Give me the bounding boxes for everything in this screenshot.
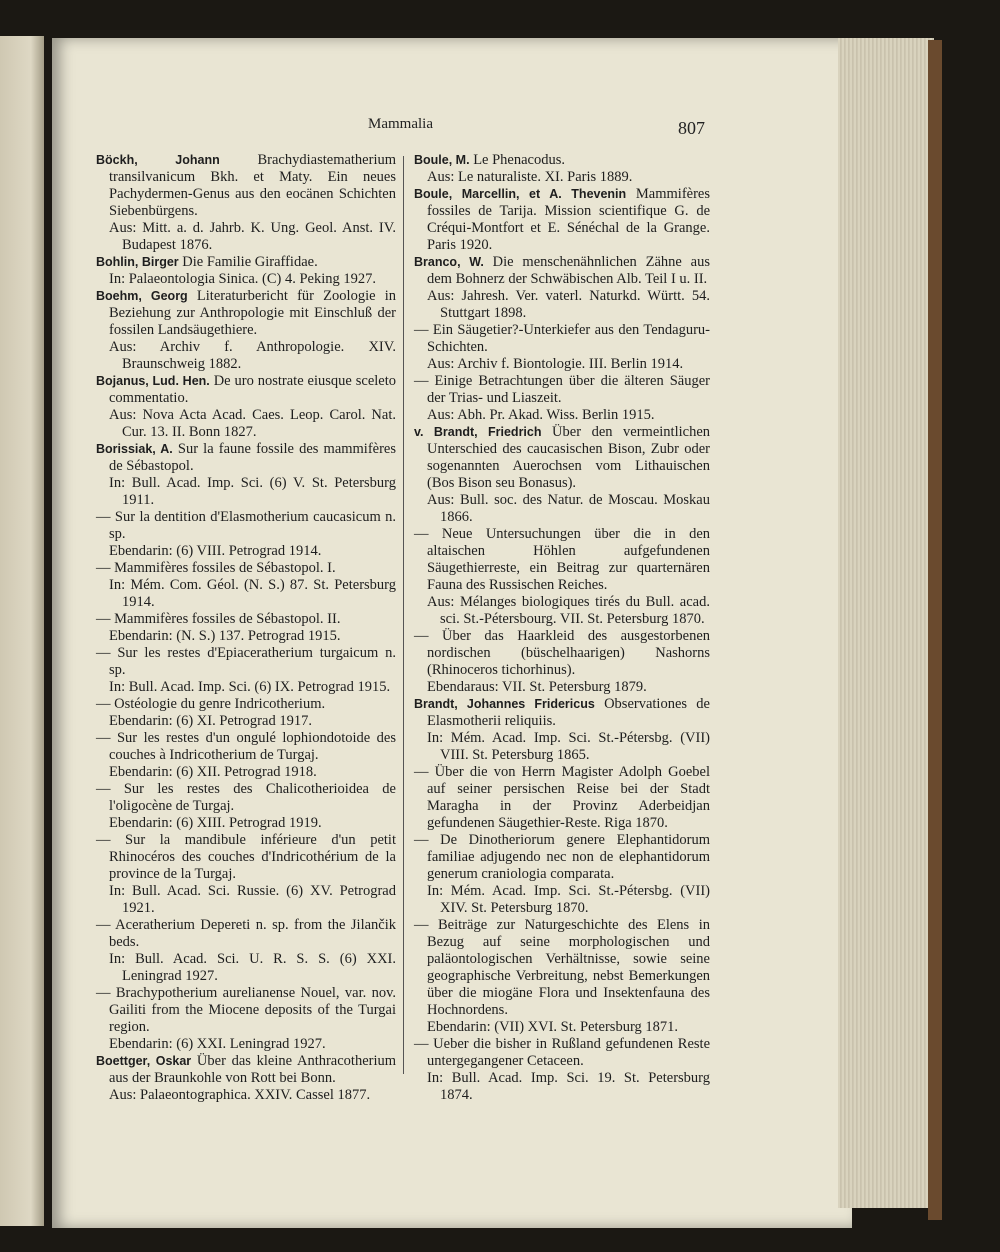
page-number: 807 xyxy=(678,118,705,138)
entry-source: In: Bull. Acad. Imp. Sci. (6) V. St. Petersburg 1911. xyxy=(109,475,396,508)
bibliography-entry xyxy=(96,373,396,441)
entry-author: — xyxy=(96,611,111,627)
entry-source: In: Mém. Com. Géol. (N. S.) 87. St. Petersburg 1914. xyxy=(109,577,396,610)
entry-source: Aus: Archiv f. Biontologie. III. Berlin 1914. xyxy=(427,356,684,372)
entry-title: Mammifères fossiles de Tarija. Mission scientifique G. de Créqui-Montfort et E. Sénéchal de la Grange. Paris 1920. xyxy=(427,186,710,253)
entry-author: Brandt, Johannes Fridericus xyxy=(414,697,595,711)
bibliography-entry xyxy=(414,254,710,322)
bibliography-entry xyxy=(414,186,710,254)
entry-title: Brachypotherium aurelianense Nouel, var. nov. Gailiti from the Miocene deposits of the Turgai region. xyxy=(109,985,397,1035)
bibliography-entry xyxy=(414,526,710,628)
bibliography-entry xyxy=(96,509,396,560)
entry-source: Aus: Archiv f. Anthropologie. XIV. Braunschweig 1882. xyxy=(109,339,396,372)
entry-title: Beiträge zur Naturgeschichte des Elens in Bezug auf seine morphologischen und paläontologischen Verhältnisse, sowie seine geographische Verbreitung, nebst Bemerkungen über die miogäne Flora und Insektenfauna des Hochnordens. xyxy=(427,917,710,1018)
bibliography-entry xyxy=(96,832,396,917)
entry-source: Aus: Abh. Pr. Akad. Wiss. Berlin 1915. xyxy=(427,407,655,423)
bibliography-entry xyxy=(96,645,396,696)
page-edges xyxy=(838,38,934,1208)
bibliography-entry xyxy=(414,832,710,917)
entry-author: — xyxy=(96,917,111,933)
bibliography-entry xyxy=(96,730,396,781)
entry-author: — xyxy=(414,628,429,644)
bibliography-entry xyxy=(96,1053,396,1104)
entry-author: — xyxy=(96,730,111,746)
bibliography-entry xyxy=(96,288,396,373)
entry-source: In: Bull. Acad. Sci. U. R. S. S. (6) XXI. Leningrad 1927. xyxy=(109,951,396,984)
bibliography-entry xyxy=(414,696,710,764)
entry-author: — xyxy=(96,696,111,712)
bibliography-entry xyxy=(96,985,396,1053)
entry-author: Boehm, Georg xyxy=(96,289,188,303)
entry-title: Sur les restes d'un ongulé lophiondotoide des couches à Indricotherium de Turgaj. xyxy=(109,730,396,763)
entry-source: Ebendarin: (VII) XVI. St. Petersburg 1871. xyxy=(427,1019,679,1035)
entry-source: Aus: Mitt. a. d. Jahrb. K. Ung. Geol. Anst. IV. Budapest 1876. xyxy=(109,220,396,253)
entry-source: Aus: Mélanges biologiques tirés du Bull. acad. sci. St.-Pétersbourg. VII. St. Petersburg 1870. xyxy=(427,594,710,627)
entry-title: De uro nostrate eiusque sceleto commentatio. xyxy=(109,373,397,406)
entry-author: Bojanus, Lud. Hen. xyxy=(96,374,210,388)
bibliography-entry xyxy=(96,611,396,645)
right-column xyxy=(414,152,710,1104)
left-column xyxy=(96,152,396,1104)
entry-title: Sur la mandibule inférieure d'un petit Rhinocéros des couches d'Indricothérium de la province de la Turgaj. xyxy=(109,832,396,882)
entry-source: Aus: Palaeontographica. XXIV. Cassel 1877. xyxy=(109,1087,371,1103)
entry-author: Böckh, Johann xyxy=(96,153,220,167)
entry-author: — xyxy=(414,1036,429,1052)
entry-author: — xyxy=(96,985,111,1001)
entry-author: — xyxy=(414,322,429,338)
entry-author: — xyxy=(96,509,111,525)
entry-author: — xyxy=(414,917,429,933)
entry-author: — xyxy=(96,560,111,576)
column-divider xyxy=(403,156,404,1074)
entry-author: Bohlin, Birger xyxy=(96,255,179,269)
bibliography-entry xyxy=(96,152,396,254)
bibliography-entry xyxy=(414,764,710,832)
entry-author: Boule, M. xyxy=(414,153,470,167)
entry-source: Ebendarin: (6) XI. Petrograd 1917. xyxy=(109,713,312,729)
entry-source: Aus: Nova Acta Acad. Caes. Leop. Carol. Nat. Cur. 13. II. Bonn 1827. xyxy=(109,407,396,440)
bibliography-entry xyxy=(96,917,396,985)
bibliography-entry xyxy=(414,152,710,186)
entry-author: — xyxy=(96,832,111,848)
entry-title: Ostéologie du genre Indricotherium. xyxy=(114,696,326,712)
entry-author: — xyxy=(414,526,429,542)
entry-source: Ebendarin: (6) XIII. Petrograd 1919. xyxy=(109,815,322,831)
entry-title: Ein Säugetier?-Unterkiefer aus den Tendaguru-Schichten. xyxy=(427,322,711,355)
entry-source: In: Mém. Acad. Imp. Sci. St.-Pétersbg. (VII) VIII. St. Petersburg 1865. xyxy=(427,730,710,763)
bibliography-entry xyxy=(414,628,710,696)
entry-source: Ebendarin: (6) XII. Petrograd 1918. xyxy=(109,764,317,780)
entry-title: Mammifères fossiles de Sébastopol. II. xyxy=(114,611,341,627)
entry-title: Über das kleine Anthracotherium aus der Braunkohle von Rott bei Bonn. xyxy=(109,1053,397,1086)
facing-page-edge xyxy=(0,36,44,1226)
entry-source: Ebendaraus: VII. St. Petersburg 1879. xyxy=(427,679,647,695)
entry-title: Die menschenähnlichen Zähne aus dem Bohnerz der Schwäbischen Alb. Teil I u. II. xyxy=(427,254,711,287)
bibliography-entry xyxy=(414,917,710,1036)
bibliography-entry xyxy=(96,781,396,832)
entry-title: Literaturbericht für Zoologie in Beziehung zur Anthropologie mit Einschluß der fossilen Landsäugethiere. xyxy=(109,288,397,338)
entry-author: — xyxy=(96,781,111,797)
entry-author: — xyxy=(414,832,429,848)
entry-title: Sur la faune fossile des mammifères de Sébastopol. xyxy=(109,441,397,474)
entry-title: Sur la dentition d'Elasmotherium caucasicum n. sp. xyxy=(109,509,397,542)
entry-title: Sur les restes d'Epiaceratherium turgaicum n. sp. xyxy=(109,645,396,678)
entry-title: Neue Untersuchungen über die in den altaischen Höhlen aufgefundenen Säugethierreste, ein Beitrag zur quarternären Fauna des Russischen Reiches. xyxy=(427,526,710,593)
entry-title: Über den vermeintlichen Unterschied des caucasischen Bison, Zubr oder sogenannten Auerochsen vom Lithauischen (Bos Bison seu Bonasus). xyxy=(427,424,711,491)
entry-title: Observationes de Elasmotherii reliquiis. xyxy=(427,696,710,729)
entry-title: Sur les restes des Chalicotherioidea de l'oligocène de Turgaj. xyxy=(109,781,396,814)
entry-title: Brachydiastematherium transilvanicum Bkh. et Maty. Ein neues Pachydermen-Genus aus den eocänen Schichten Siebenbürgens. xyxy=(109,152,397,219)
entry-source: Ebendarin: (6) VIII. Petrograd 1914. xyxy=(109,543,322,559)
entry-source: In: Bull. Acad. Imp. Sci. 19. St. Petersburg 1874. xyxy=(427,1070,710,1103)
entry-author: Borissiak, A. xyxy=(96,442,173,456)
entry-title: Über das Haarkleid des ausgestorbenen nordischen (büschelhaarigen) Nashorns (Rhinoceros tichorhinus). xyxy=(427,628,710,678)
entry-title: Über die von Herrn Magister Adolph Goebel auf seiner persischen Reise bei der Stadt Maragha in der Provinz Aderbeidjan gefundenen Säugethier-Reste. Riga 1870. xyxy=(427,764,711,831)
bibliography-entry xyxy=(96,441,396,509)
entry-author: Boule, Marcellin, et A. Thevenin xyxy=(414,187,627,201)
entry-source: In: Palaeontologia Sinica. (C) 4. Peking 1927. xyxy=(109,271,377,287)
entry-author: — xyxy=(414,764,429,780)
entry-title: Die Familie Giraffidae. xyxy=(182,254,318,270)
entry-title: Le Phenacodus. xyxy=(473,152,565,168)
entry-source: In: Bull. Acad. Imp. Sci. (6) IX. Petrograd 1915. xyxy=(109,679,391,695)
bibliography-entry xyxy=(414,424,710,526)
entry-title: Ueber die bisher in Rußland gefundenen Reste untergegangener Cetaceen. xyxy=(427,1036,710,1069)
bibliography-entry xyxy=(96,560,396,611)
entry-title: Einige Betrachtungen über die älteren Säuger der Trias- und Liaszeit. xyxy=(427,373,710,406)
entry-author: v. Brandt, Friedrich xyxy=(414,425,542,439)
bibliography-entry xyxy=(96,254,396,288)
entry-source: Aus: Bull. soc. des Natur. de Moscau. Moskau 1866. xyxy=(427,492,710,525)
entry-author: Boettger, Oskar xyxy=(96,1054,192,1068)
entry-source: In: Bull. Acad. Sci. Russie. (6) XV. Petrograd 1921. xyxy=(109,883,396,916)
entry-author: — xyxy=(96,645,111,661)
entry-author: — xyxy=(414,373,429,389)
entry-source: In: Mém. Acad. Imp. Sci. St.-Pétersbg. (VII) XIV. St. Petersburg 1870. xyxy=(427,883,710,916)
entry-source: Aus: Le naturaliste. XI. Paris 1889. xyxy=(427,169,633,185)
bibliography-entry xyxy=(96,696,396,730)
entry-source: Aus: Jahresh. Ver. vaterl. Naturkd. Württ. 54. Stuttgart 1898. xyxy=(427,288,710,321)
entry-title: Aceratherium Depereti n. sp. from the Jilančik beds. xyxy=(109,917,396,950)
running-head: Mammalia xyxy=(368,116,433,132)
bibliography-entry xyxy=(414,322,710,373)
bibliography-entry xyxy=(414,373,710,424)
entry-source: Ebendarin: (N. S.) 137. Petrograd 1915. xyxy=(109,628,341,644)
book-cover xyxy=(928,40,942,1220)
entry-source: Ebendarin: (6) XXI. Leningrad 1927. xyxy=(109,1036,326,1052)
entry-title: De Dinotheriorum genere Elephantidorum familiae adjugendo nec non de elephantidorum generum craniologia comparata. xyxy=(427,832,710,882)
bibliography-entry xyxy=(414,1036,710,1104)
entry-title: Mammifères fossiles de Sébastopol. I. xyxy=(114,560,336,576)
entry-author: Branco, W. xyxy=(414,255,484,269)
